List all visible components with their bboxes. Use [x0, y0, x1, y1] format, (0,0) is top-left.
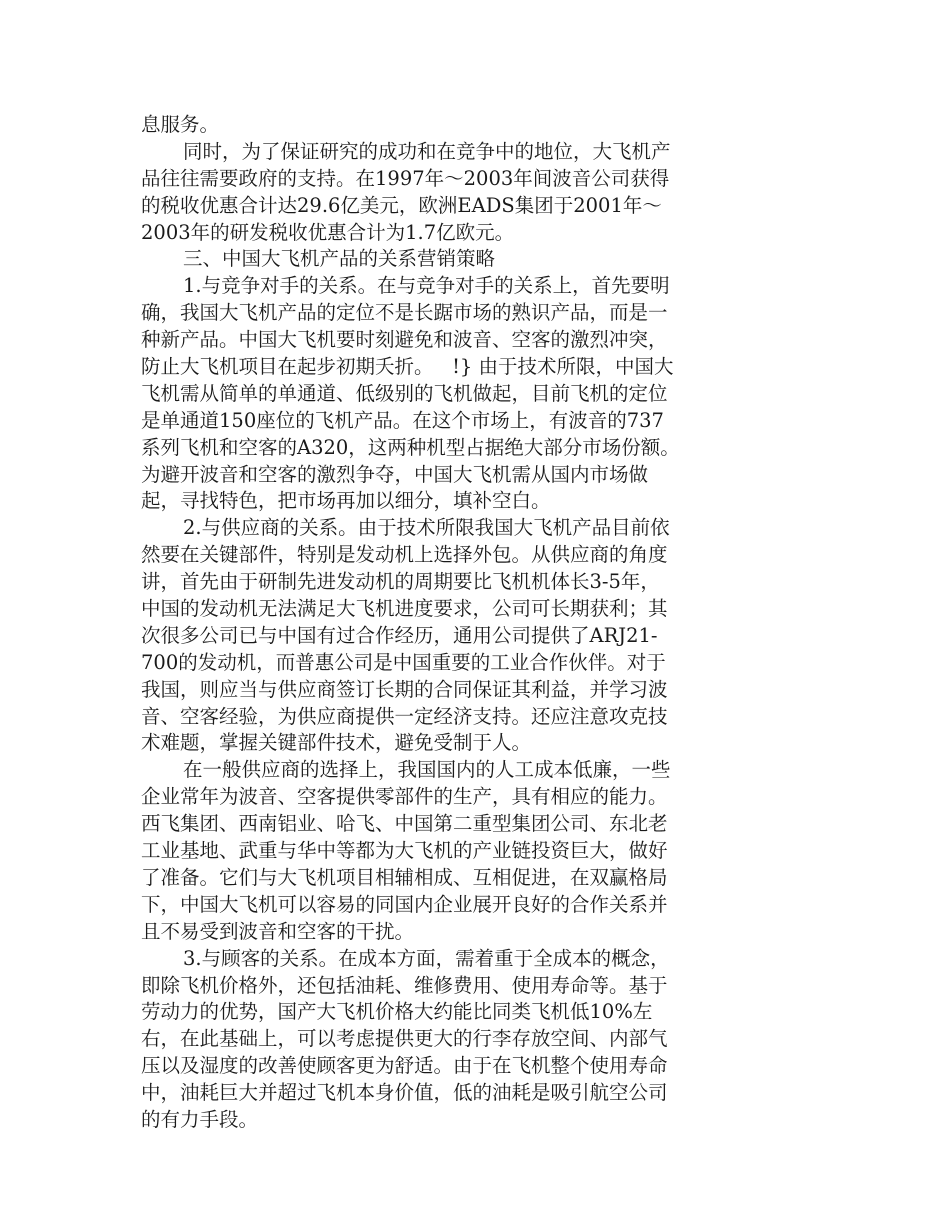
text-line: 是单通道150座位的飞机产品。在这个市场上，有波音的737 [141, 408, 664, 432]
text-line: 劳动力的优势，国产大飞机价格大约能比同类飞机低10%左 [141, 1000, 653, 1024]
text-line: 中国的发动机无法满足大飞机进度要求，公司可长期获利；其 [141, 597, 668, 621]
text-line: 压以及湿度的改善使顾客更为舒适。由于在飞机整个使用寿命 [141, 1054, 668, 1078]
text-line: 起，寻找特色，把市场再加以细分，填补空白。 [141, 489, 551, 513]
text-line: 为避开波音和空客的激烈争夺，中国大飞机需从国内市场做 [141, 462, 649, 486]
text-line: 1.与竞争对手的关系。在与竞争对手的关系上，首先要明 [183, 274, 670, 298]
text-line: 种新产品。中国大飞机要时刻避免和波音、空客的激烈冲突， [141, 328, 668, 352]
text-line: 中，油耗巨大并超过飞机本身价值，低的油耗是吸引航空公司 [141, 1081, 668, 1105]
text-line: 西飞集团、西南铝业、哈飞、中国第二重型集团公司、东北老 [141, 812, 668, 836]
text-line: 且不易受到波音和空客的干扰。 [141, 919, 415, 943]
text-line: 即除飞机价格外，还包括油耗、维修费用、使用寿命等。基于 [141, 973, 668, 997]
text-line: 系列飞机和空客的A320，这两种机型占据绝大部分市场份额。 [141, 435, 680, 459]
text-line: 品往往需要政府的支持。在1997年～2003年间波音公司获得 [141, 166, 670, 190]
text-line: 2.与供应商的关系。由于技术所限我国大飞机产品目前依 [183, 516, 670, 540]
text-line: 700的发动机，而普惠公司是中国重要的工业合作伙伴。对于 [141, 650, 666, 674]
document-body [141, 112, 741, 1134]
text-line: 了准备。它们与大飞机项目相辅相成、互相促进，在双赢格局 [141, 865, 668, 889]
text-line: 在一般供应商的选择上，我国国内的人工成本低廉，一些 [183, 758, 671, 782]
text-line: 右，在此基础上，可以考虑提供更大的行李存放空间、内部气 [141, 1027, 668, 1051]
text-line: 术难题，掌握关键部件技术，避免受制于人。 [141, 731, 532, 755]
text-line: 工业基地、武重与华中等都为大飞机的产业链投资巨大，做好 [141, 839, 668, 863]
text-line: 讲，首先由于研制先进发动机的周期要比飞机机体长3-5年， [141, 570, 660, 594]
text-line: 我国，则应当与供应商签订长期的合同保证其利益，并学习波 [141, 677, 668, 701]
text-line: 的有力手段。 [141, 1107, 259, 1131]
text-line: 确，我国大飞机产品的定位不是长踞市场的熟识产品，而是一 [141, 301, 668, 325]
text-line: 飞机需从简单的单通道、低级别的飞机做起，目前飞机的定位 [141, 381, 668, 405]
text-line: 企业常年为波音、空客提供零部件的生产，具有相应的能力。 [141, 785, 668, 809]
text-line: 的税收优惠合计达29.6亿美元，欧洲EADS集团于2001年～ [141, 193, 662, 217]
text-line: 2003年的研发税收优惠合计为1.7亿欧元。 [141, 220, 515, 244]
text-line: 3.与顾客的关系。在成本方面，需着重于全成本的概念， [183, 946, 670, 970]
text-line: 音、空客经验，为供应商提供一定经济支持。还应注意攻克技 [141, 704, 668, 728]
text-line: 三、中国大飞机产品的关系营销策略 [183, 247, 496, 271]
text-line: 防止大飞机项目在起步初期夭折。 !} 由于技术所限，中国大 [141, 355, 674, 379]
text-line: 次很多公司已与中国有过合作经历，通用公司提供了ARJ21- [141, 623, 658, 647]
text-line: 下，中国大飞机可以容易的同国内企业展开良好的合作关系并 [141, 892, 668, 916]
text-line: 然要在关键部件，特别是发动机上选择外包。从供应商的角度 [141, 543, 668, 567]
text-line: 息服务。 [141, 113, 220, 136]
text-line: 同时，为了保证研究的成功和在竞争中的地位，大飞机产 [183, 139, 671, 163]
